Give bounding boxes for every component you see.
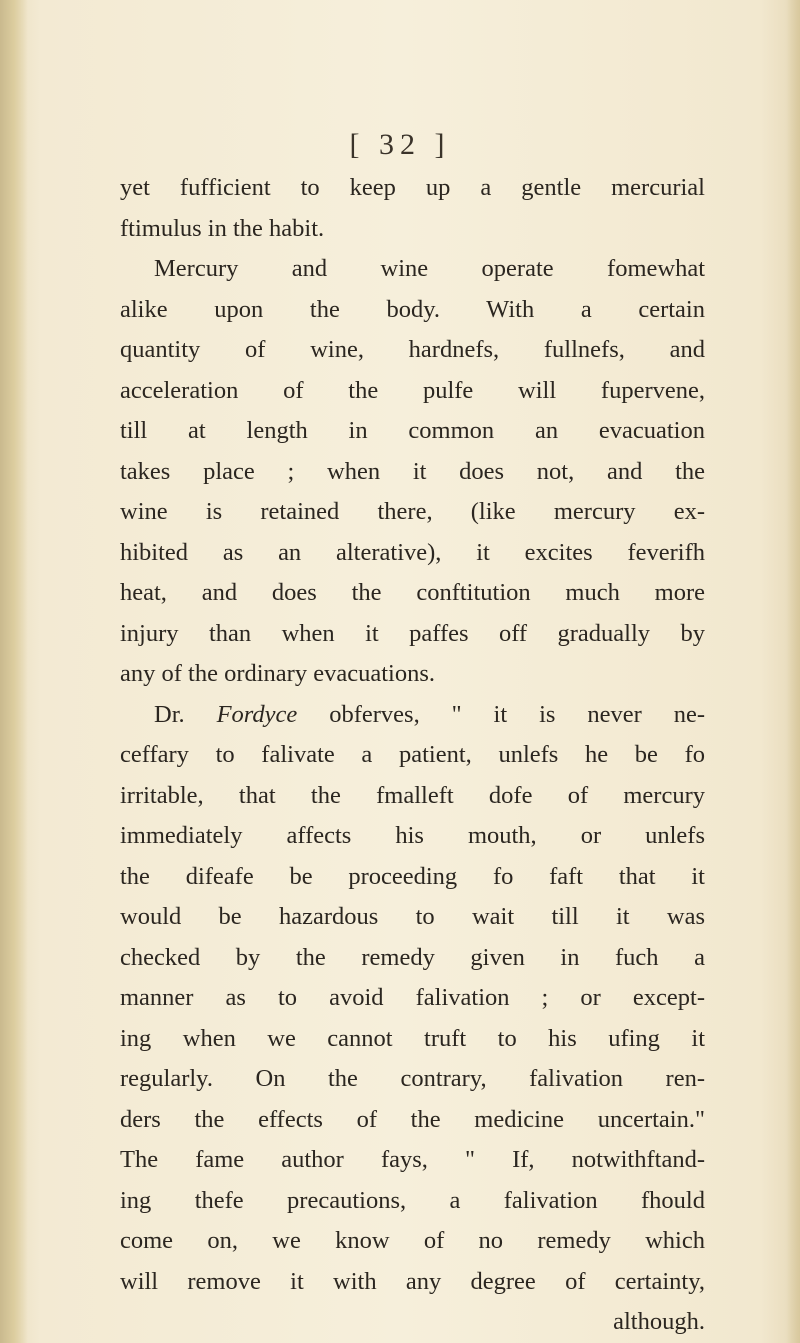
text-line: The fame author fays, " If, notwithftand- — [120, 1146, 705, 1173]
dr-rest: obferves, " it is never ne- — [297, 700, 706, 728]
text-line: regularly. On the contrary, falivation ren- — [120, 1065, 705, 1092]
text-line: acceleration of the pulfe will fupervene, — [120, 376, 705, 404]
text-line: Mercury and wine operate fomewhat — [154, 255, 705, 282]
text-line: alike upon the body. With a certain — [120, 295, 705, 323]
text-line: ing thefe precautions, a falivation fhould — [120, 1186, 705, 1214]
text-line-fordyce — [120, 695, 705, 736]
page-edge-shadow — [786, 0, 800, 1343]
text-line: ders the effects of the medicine uncertain." — [120, 1105, 705, 1133]
text-line: irritable, that the fmalleft dofe of mercury — [120, 781, 705, 809]
dr-prefix: Dr. — [154, 700, 217, 728]
text-line: the difeafe be proceeding fo faft that it — [120, 862, 705, 890]
text-line: checked by the remedy given in fuch a — [120, 943, 705, 971]
text-line: ceffary to falivate a patient, unlefs he be fo — [120, 741, 705, 768]
author-name: Fordyce — [216, 700, 298, 728]
text-line: takes place ; when it does not, and the — [120, 457, 705, 485]
text-line: wine is retained there, (like mercury ex- — [120, 498, 705, 525]
text-line: ftimulus in the habit. — [120, 214, 325, 242]
text-line: till at length in common an evacuation — [120, 417, 705, 444]
text-line: manner as to avoid falivation ; or except- — [120, 984, 705, 1011]
text-line: will remove it with any degree of certainty, — [120, 1267, 705, 1295]
page-number-header: [ 32 ] — [349, 128, 451, 161]
text-line: ing when we cannot truft to his ufing it — [120, 1024, 705, 1052]
catchword: although. — [613, 1308, 705, 1335]
text-line: hibited as an alterative), it excites feverifh — [120, 538, 705, 566]
body-text — [120, 168, 705, 1343]
page-gutter-shadow — [0, 0, 28, 1343]
text-line: injury than when it paffes off gradually by — [120, 619, 705, 647]
text-line: immediately affects his mouth, or unlefs — [120, 822, 705, 849]
text-line: yet fufficient to keep up a gentle mercurial — [120, 174, 705, 201]
text-line: heat, and does the conftitution much more — [120, 579, 705, 606]
text-line: any of the ordinary evacuations. — [120, 660, 435, 687]
text-line: come on, we know of no remedy which — [120, 1227, 705, 1254]
text-line: would be hazardous to wait till it was — [120, 903, 705, 930]
text-line: quantity of wine, hardnefs, fullnefs, and — [120, 336, 705, 363]
